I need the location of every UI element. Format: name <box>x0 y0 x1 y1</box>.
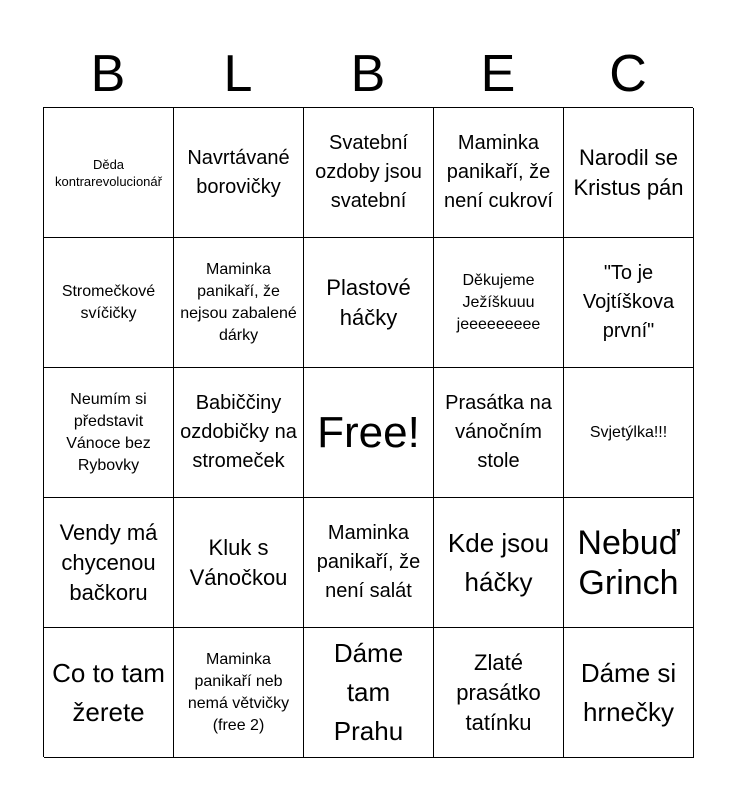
bingo-cell[interactable] <box>434 108 564 238</box>
header-letter: L <box>223 45 253 103</box>
bingo-cell[interactable] <box>174 108 304 238</box>
bingo-cell[interactable] <box>564 498 694 628</box>
bingo-cell-text: Neumím si představit Vánoce bez Rybovky <box>66 390 151 474</box>
bingo-cell-text: Svatební ozdoby jsou svatební <box>315 132 422 212</box>
bingo-cell[interactable] <box>564 238 694 368</box>
bingo-grid <box>43 107 693 757</box>
bingo-cell-text: Prasátka na vánočním stole <box>445 392 552 472</box>
bingo-cell-text: Babiččiny ozdobičky na stromeček <box>180 392 297 472</box>
bingo-cell-text: Stromečkové svíčičky <box>61 282 156 322</box>
bingo-cell[interactable] <box>564 368 694 498</box>
header-letter: B <box>350 45 386 103</box>
header-letter: B <box>90 45 126 103</box>
bingo-cell[interactable] <box>174 368 304 498</box>
bingo-cell-free[interactable] <box>304 368 434 498</box>
bingo-cell[interactable] <box>174 498 304 628</box>
bingo-cell-text: Maminka panikaří neb nemá větvičky (free 2) <box>187 650 290 734</box>
bingo-cell-text: Děkujeme Ježíškuuu jeeeeeeeee <box>456 271 541 333</box>
bingo-cell-text: Maminka panikaří, že není salát <box>316 522 421 602</box>
bingo-cell-text: "To je Vojtíškova první" <box>582 262 675 342</box>
bingo-cell-text: Nebuď Grinch <box>577 523 680 602</box>
bingo-cell-text: Dáme si hrnečky <box>580 657 677 727</box>
bingo-cell[interactable] <box>304 628 434 758</box>
bingo-cell[interactable] <box>434 628 564 758</box>
bingo-header <box>43 40 693 108</box>
bingo-cell[interactable] <box>44 238 174 368</box>
bingo-cell[interactable] <box>174 238 304 368</box>
bingo-cell[interactable] <box>44 628 174 758</box>
bingo-cell-text: Děda kontrarevolucionář <box>55 156 162 189</box>
bingo-cell[interactable] <box>434 498 564 628</box>
bingo-cell-text: Dáme tam Prahu <box>333 638 404 746</box>
header-letter: C <box>609 45 647 103</box>
bingo-cell[interactable] <box>304 108 434 238</box>
bingo-cell-text: Zlaté prasátko tatínku <box>456 649 541 735</box>
bingo-cell[interactable] <box>44 498 174 628</box>
bingo-cell-text: Navrtávané borovičky <box>187 146 290 198</box>
bingo-cell-text: Maminka panikaří, že nejsou zabalené dárky <box>180 260 297 344</box>
bingo-cell[interactable] <box>564 628 694 758</box>
bingo-cell-text: Kluk s Vánočkou <box>189 534 288 590</box>
bingo-cell-text: Plastové háčky <box>326 274 411 330</box>
bingo-cell[interactable] <box>174 628 304 758</box>
bingo-cell-text: Kde jsou háčky <box>447 527 550 597</box>
bingo-cell-text: Free! <box>317 407 420 457</box>
bingo-cell-text: Svjetýlka!!! <box>589 423 668 441</box>
bingo-cell[interactable] <box>434 368 564 498</box>
bingo-cell[interactable] <box>564 108 694 238</box>
bingo-cell-text: Narodil se Kristus pán <box>573 144 684 200</box>
header-letter: E <box>480 45 516 103</box>
bingo-cell[interactable] <box>434 238 564 368</box>
bingo-cell[interactable] <box>44 108 174 238</box>
bingo-cell-text: Maminka panikaří, že není cukroví <box>444 132 553 212</box>
bingo-cell[interactable] <box>304 498 434 628</box>
bingo-cell[interactable] <box>44 368 174 498</box>
bingo-cell[interactable] <box>304 238 434 368</box>
bingo-cell-text: Co to tam žerete <box>52 657 165 727</box>
bingo-cell-text: Vendy má chycenou bačkoru <box>59 519 158 605</box>
